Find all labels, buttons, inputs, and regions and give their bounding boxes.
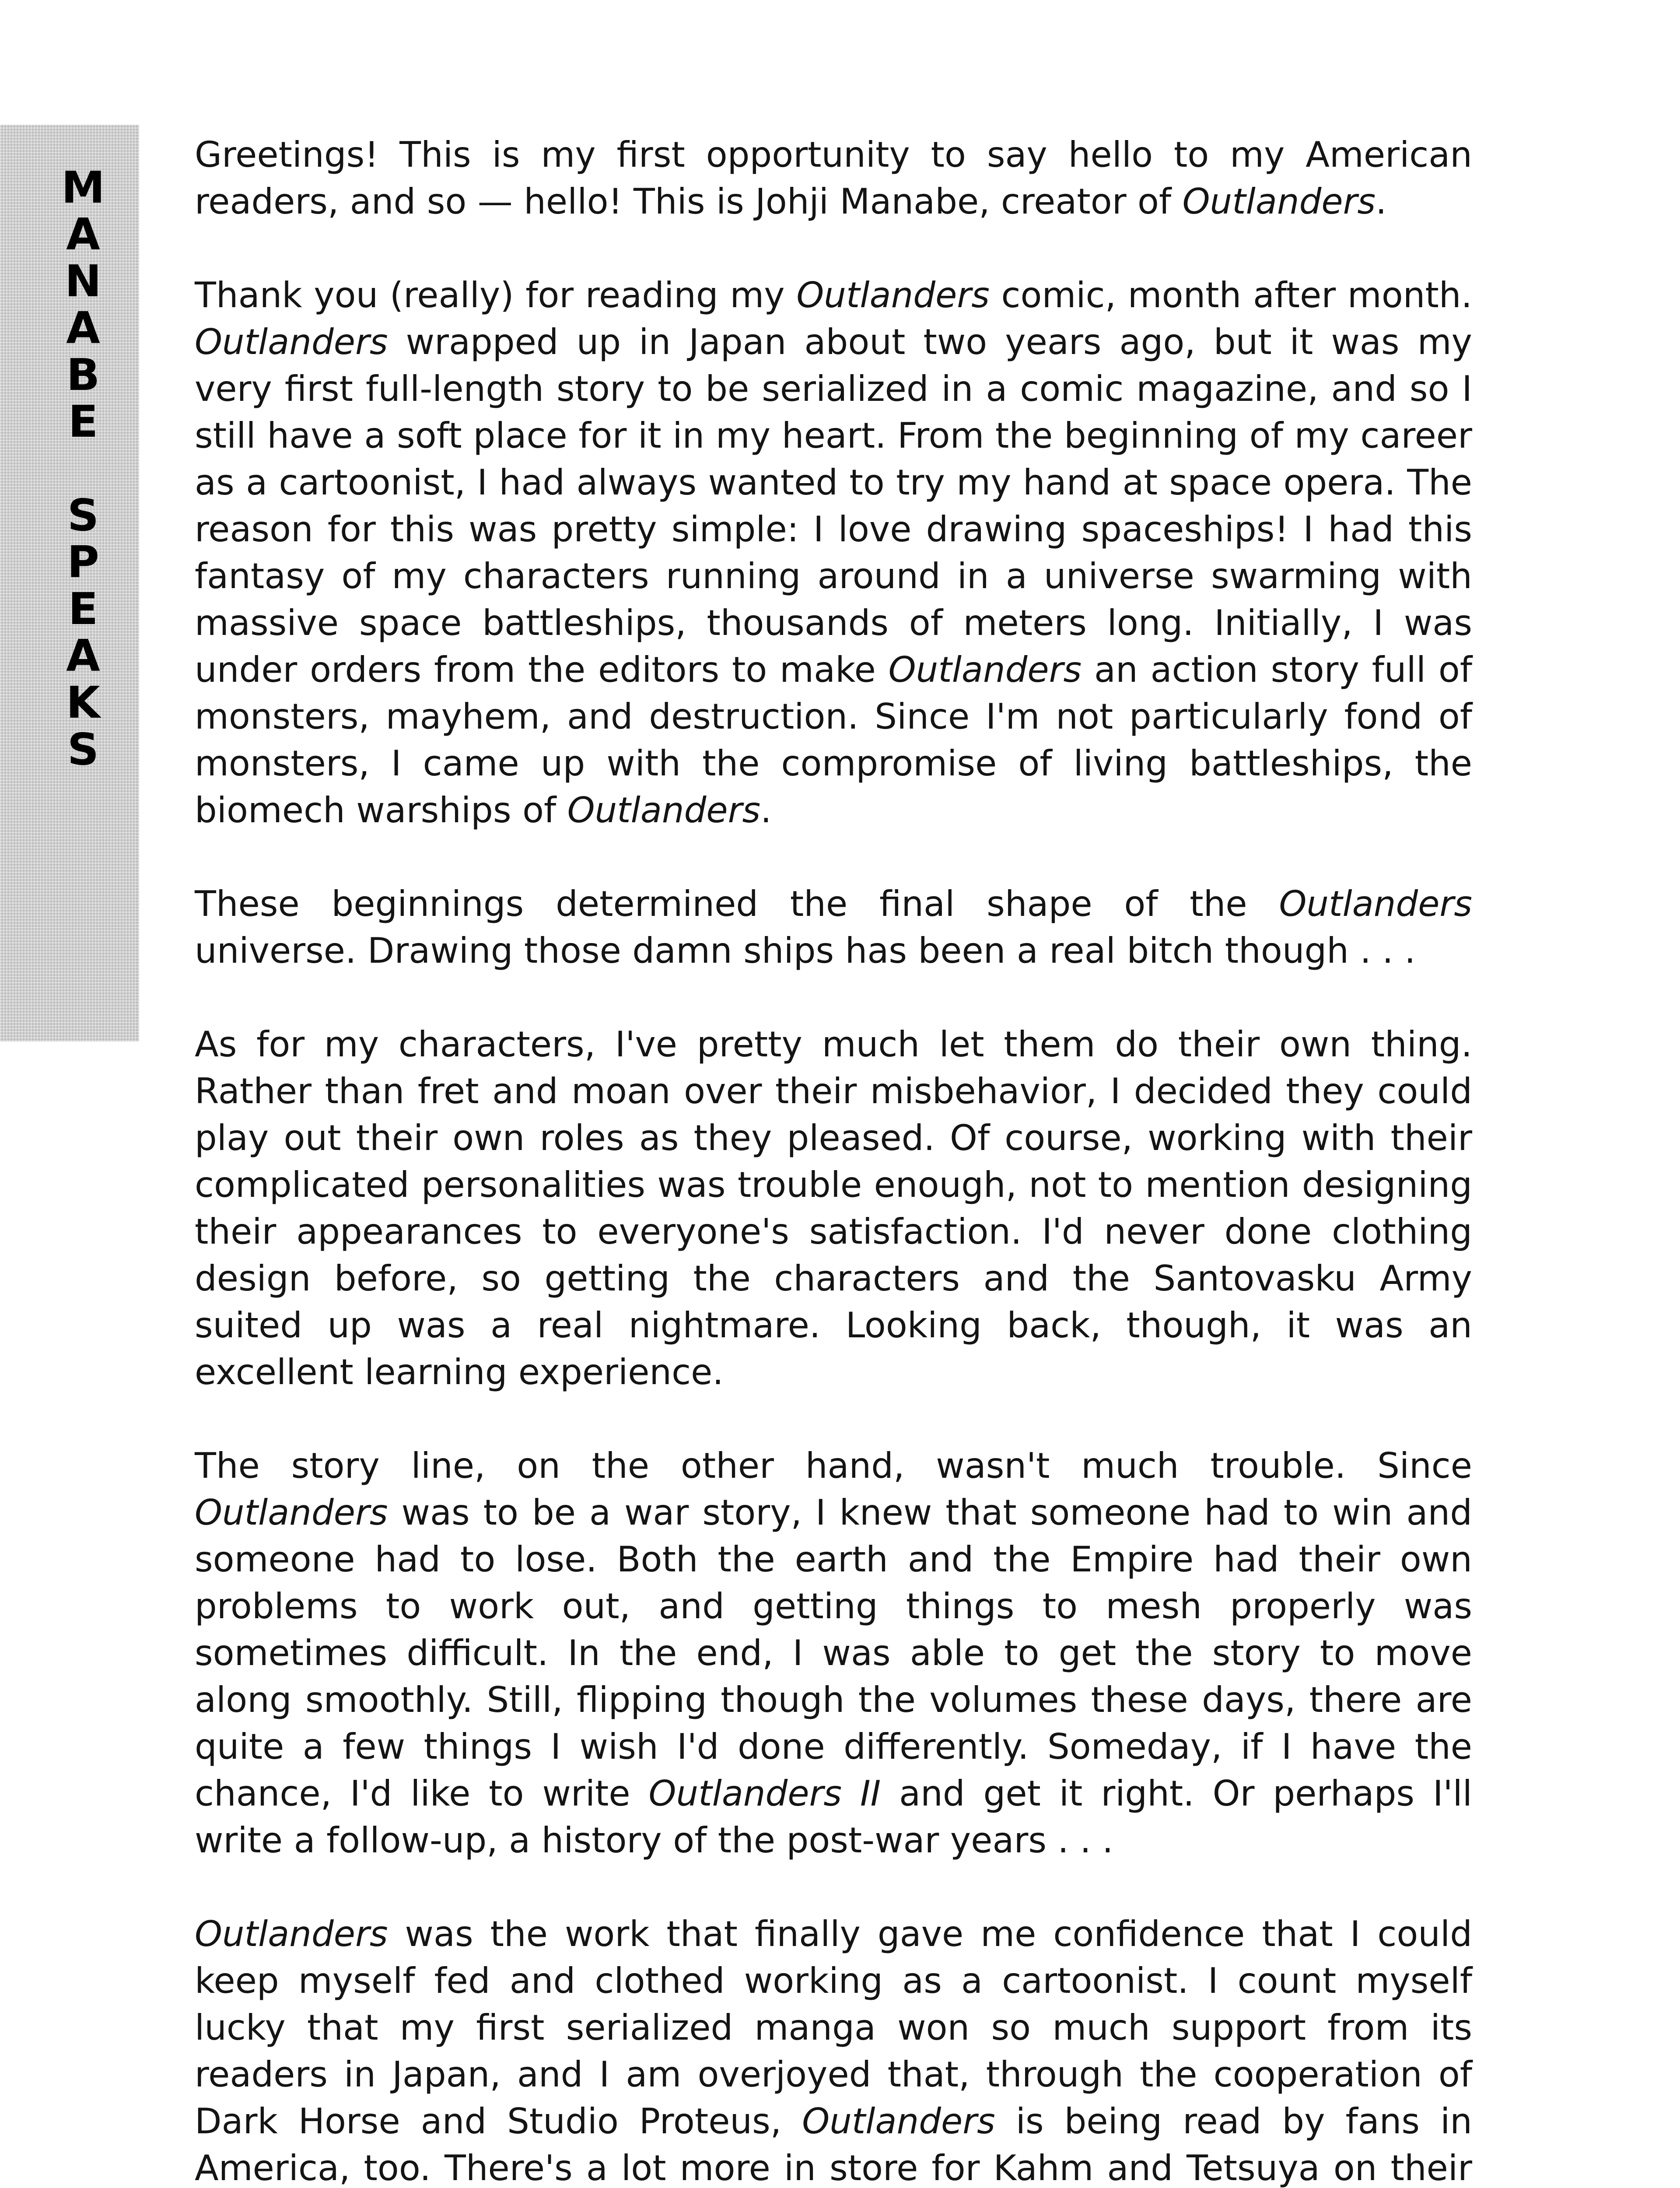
title-letter: B — [66, 349, 100, 400]
title-letter: S — [67, 724, 99, 775]
title-letter: E — [68, 396, 98, 447]
title-letter: E — [68, 583, 98, 635]
paragraph-greeting: Greetings! This is my first opportunity to say hello to my American readers, and so — hello! This is Johji Manabe, creator of Outlanders. — [195, 134, 1472, 222]
paragraph-space-opera: Thank you (really) for reading my Outlanders comic, month after month. Outlanders wrapped up in Japan about two years ago, but it was my very first full-length story to be serialized in a comic magazine, and so I still have a soft place for it in my heart. From the beginning of my career as a cartoonist, I had always wanted to try my hand at space opera. The reason for this was pretty simple: I love drawing spaceships! I had this fantasy of my characters running around in a universe swarming with massive space battleships, thousands of meters long. Initially, I was under orders from the editors to make Outlanders an action story full of monsters, mayhem, and destruction. Since I'm not particularly fond of monsters, I came up with the compromise of living battleships, the biomech warships of Outlanders. — [195, 275, 1473, 831]
paragraph-confidence: Outlanders was the work that finally gave me confidence that I could keep myself fed and clothed working as a cartoonist. I count myself lucky that my first serialized manga won so much support from its readers in Japan, and I am overjoyed that, through the cooperation of Dark Horse and Studio Proteus, Outlanders is being read by fans in America, too. There's a lot more in store for Kahm and Tetsuya on their — [195, 1914, 1472, 2188]
paragraph-story-line: The story line, on the other hand, wasn't much trouble. Since Outlanders was to be a war story, I knew that someone had to win and someone had to lose. Both the earth and the Empire had their own problems to work out, and getting things to mesh properly was sometimes difficult. In the end, I was able to get the story to move along smoothly. Still, flipping though the volumes these days, there are quite a few things I wish I'd done differently. Someday, if I have the chance, I'd like to write Outlanders II and get it right. Or perhaps I'll write a follow-up, a history of the post-war years . . . — [195, 1445, 1473, 1861]
title-word-gap — [50, 445, 116, 492]
paragraph-characters: As for my characters, I've pretty much let them do their own thing. Rather than fret and moan over their misbehavior, I decided they could play out their own roles as they pleased. Of course, working with their complicated personalities was trouble enough, not to mention designing their appearances to everyone's satisfaction. I'd never done clothing design before, so getting the characters and the Santovasku Army suited up was a real nightmare. Looking back, though, it was an excellent learning experience. — [195, 1024, 1472, 1392]
title-letter: M — [61, 162, 105, 213]
section-title-manabe-speaks — [50, 164, 116, 773]
title-letter: K — [66, 677, 100, 728]
paragraph-beginnings: These beginnings determined the final shape of the Outlanders universe. Drawing those damn ships has been a real bitch though . . . — [195, 884, 1472, 971]
title-letter: A — [66, 209, 100, 260]
title-letter: A — [66, 302, 100, 354]
letter-body — [195, 131, 1472, 2188]
title-letter: A — [66, 630, 100, 681]
title-letter: N — [65, 256, 102, 307]
title-letter: P — [67, 536, 99, 588]
title-letter: S — [67, 490, 99, 541]
